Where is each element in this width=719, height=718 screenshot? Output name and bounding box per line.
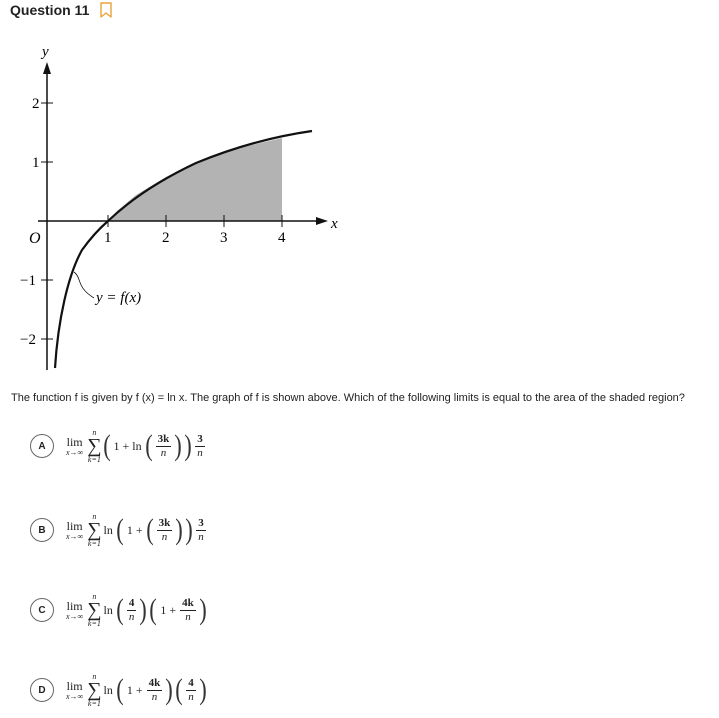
origin-label: O <box>29 230 41 247</box>
question-header <box>10 0 113 20</box>
lim-text: lim <box>66 518 83 533</box>
sigma-icon: ∑ <box>87 599 102 621</box>
right-paren: ) <box>199 593 207 626</box>
numerator: 3k <box>157 432 170 445</box>
option-b-expression <box>66 512 208 548</box>
lim-text: lim <box>66 678 83 693</box>
sigma-icon: ∑ <box>87 679 102 701</box>
graph-svg <box>20 40 350 370</box>
option-a-radio[interactable]: A <box>30 434 54 458</box>
function-graph <box>20 40 350 375</box>
option-d[interactable] <box>30 672 208 708</box>
question-title: Question 11 <box>10 2 90 18</box>
option-c[interactable] <box>30 592 208 628</box>
right-paren: ) <box>165 673 174 706</box>
fraction <box>127 597 137 624</box>
left-paren: ( <box>145 513 154 546</box>
lim-subscript: x→∞ <box>66 447 84 457</box>
fraction <box>196 517 206 544</box>
expr-text: 1 + <box>126 682 143 697</box>
option-d-expression <box>66 672 208 708</box>
denominator: n <box>161 530 168 543</box>
denominator: n <box>160 446 167 459</box>
lim-text: lim <box>66 434 83 449</box>
curve-label: y = f(x) <box>96 290 142 306</box>
y-tick-label-1: 1 <box>32 155 40 171</box>
lim-subscript: x→∞ <box>66 691 84 701</box>
denominator: n <box>185 610 191 623</box>
denominator: n <box>188 690 194 703</box>
denominator: n <box>151 690 158 703</box>
left-paren: ( <box>116 513 124 546</box>
numerator: 3k <box>158 516 171 529</box>
fraction <box>180 597 196 624</box>
x-tick-label-1: 1 <box>104 230 112 246</box>
left-paren: ( <box>149 593 158 626</box>
lim-text: lim <box>66 598 83 613</box>
sum-upper: n <box>92 428 97 437</box>
sum-upper: n <box>92 512 97 521</box>
sum-upper: n <box>92 592 97 601</box>
denominator: n <box>128 610 135 623</box>
right-paren: ) <box>175 513 184 546</box>
summation <box>87 592 101 628</box>
left-paren: ( <box>116 673 124 706</box>
option-b[interactable] <box>30 512 208 548</box>
sum-upper: n <box>92 672 97 681</box>
fraction <box>156 433 172 460</box>
option-c-radio[interactable]: C <box>30 598 54 622</box>
x-axis-arrow <box>316 217 328 225</box>
option-c-expression <box>66 592 208 628</box>
left-paren: ( <box>175 673 184 706</box>
lim-subscript: x→∞ <box>66 611 84 621</box>
x-tick-label-2: 2 <box>162 230 170 246</box>
expr-text: ln <box>103 682 113 697</box>
right-paren: ) <box>199 673 207 706</box>
right-paren: ) <box>185 513 194 546</box>
question-text: The function f is given by f (x) = ln x. The graph of f is shown above. Which of the following limits is equal to the area of the shaded region? <box>11 392 685 404</box>
summation <box>87 428 101 464</box>
numerator: 4 <box>128 596 135 609</box>
numerator: 4k <box>148 676 161 689</box>
sigma-icon: ∑ <box>87 519 102 541</box>
x-axis-label: x <box>331 216 338 232</box>
expr-text: ln <box>103 522 113 537</box>
fraction <box>186 677 196 704</box>
expr-text: 1 + ln <box>113 438 142 453</box>
numerator: 3 <box>197 432 203 445</box>
option-b-radio[interactable]: B <box>30 518 54 542</box>
limit <box>66 600 83 621</box>
sum-lower: k=1 <box>87 539 101 548</box>
expr-text: ln <box>103 602 113 617</box>
sum-lower: k=1 <box>87 699 101 708</box>
expr-text: 1 + <box>160 602 177 617</box>
numerator: 4k <box>182 596 194 609</box>
option-d-radio[interactable]: D <box>30 678 54 702</box>
shaded-region <box>108 138 282 221</box>
right-paren: ) <box>184 429 193 462</box>
summation <box>87 512 101 548</box>
y-tick-label-neg2: −2 <box>20 332 36 348</box>
lim-subscript: x→∞ <box>66 531 84 541</box>
option-a[interactable] <box>30 428 207 464</box>
fraction <box>147 677 163 704</box>
left-paren: ( <box>102 429 111 462</box>
left-paren: ( <box>116 593 124 626</box>
y-tick-label-2: 2 <box>32 96 40 112</box>
sigma-icon: ∑ <box>87 435 102 457</box>
fraction <box>157 517 173 544</box>
option-a-expression <box>66 428 207 464</box>
bookmark-icon[interactable] <box>99 2 113 18</box>
denominator: n <box>198 530 204 543</box>
right-paren: ) <box>139 593 148 626</box>
curve-label-pointer <box>74 272 94 298</box>
y-axis-arrow <box>43 62 51 74</box>
numerator: 4 <box>188 676 194 689</box>
right-paren: ) <box>174 429 183 462</box>
numerator: 3 <box>198 516 204 529</box>
limit <box>66 680 83 701</box>
y-tick-label-neg1: −1 <box>20 273 36 289</box>
summation <box>87 672 101 708</box>
expr-text: 1 + <box>126 522 143 537</box>
denominator: n <box>197 446 203 459</box>
x-tick-label-3: 3 <box>220 230 228 246</box>
fraction <box>195 433 205 460</box>
limit <box>66 436 83 457</box>
y-axis-label: y <box>42 44 49 60</box>
sum-lower: k=1 <box>87 619 101 628</box>
left-paren: ( <box>144 429 153 462</box>
sum-lower: k=1 <box>87 455 101 464</box>
x-tick-label-4: 4 <box>278 230 286 246</box>
limit <box>66 520 83 541</box>
